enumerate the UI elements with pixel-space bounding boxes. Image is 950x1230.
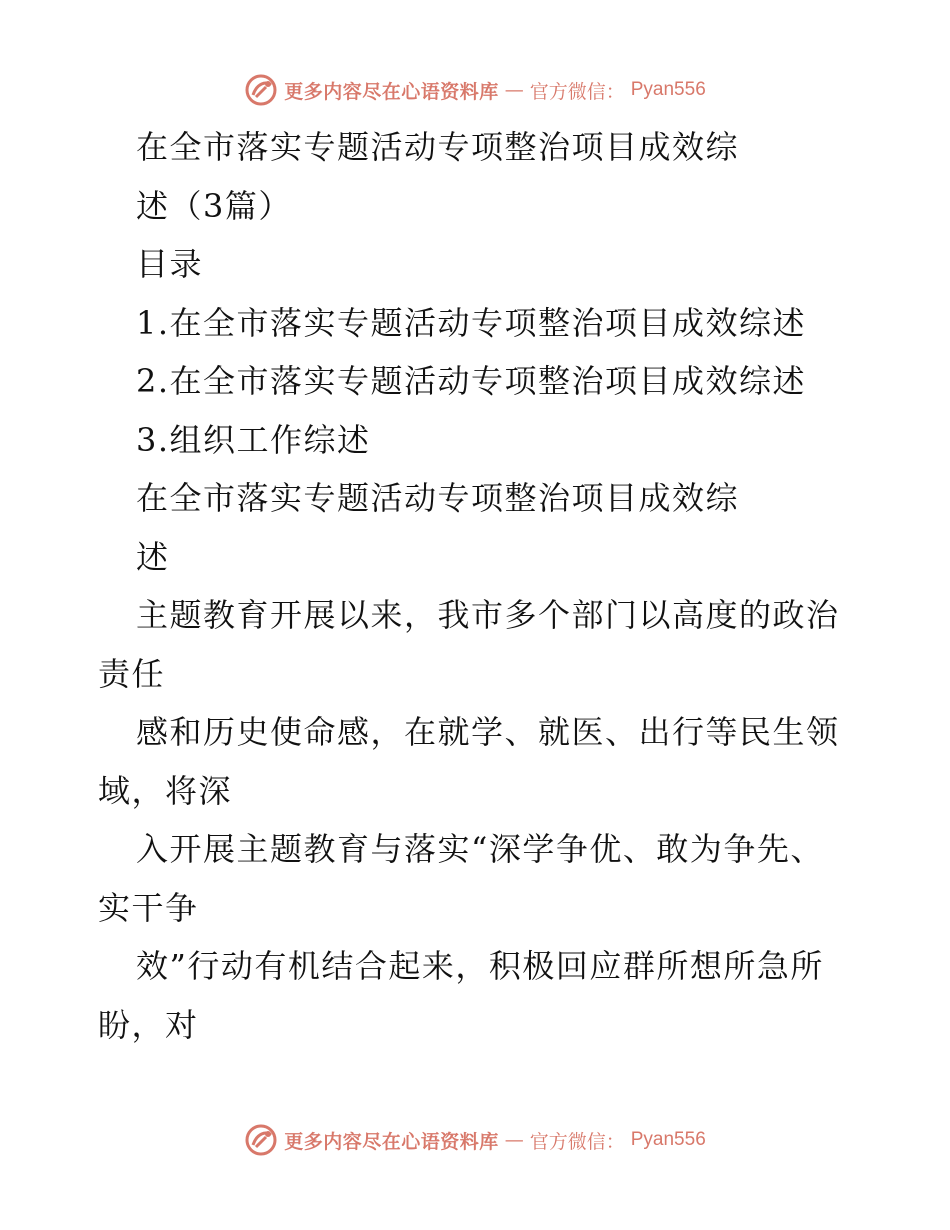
doc-title-line: 在全市落实专题活动专项整治项目成效综	[136, 128, 740, 166]
paragraph-line: 责任	[98, 654, 166, 693]
toc-item: 3.组织工作综述	[136, 420, 371, 459]
paragraph-line: 主题教育开展以来，我市多个部门以高度的政治	[136, 596, 840, 634]
toc-item: 1.在全市落实专题活动专项整治项目成效综述	[136, 303, 807, 342]
banner-sub-text: 官方微信：	[529, 80, 625, 103]
banner-dash: —	[504, 79, 524, 101]
brand-logo-icon	[244, 1123, 278, 1157]
paragraph-line: 入开展主题教育与落实“深学争优、敢为争先、	[136, 830, 824, 868]
banner-dash: —	[504, 1129, 524, 1151]
doc-title-line: 述（3篇）	[136, 186, 292, 225]
paragraph-line: 盼，对	[98, 1005, 199, 1044]
footer-watermark-banner	[0, 1120, 950, 1160]
paragraph-line: 效”行动有机结合起来，积极回应群所想所急所	[136, 947, 824, 985]
section-title-line: 述	[136, 537, 170, 576]
document-body	[98, 118, 868, 1054]
toc-item: 2.在全市落实专题活动专项整治项目成效综述	[136, 362, 807, 400]
paragraph-line: 实干争	[98, 888, 199, 927]
banner-main-text: 更多内容尽在心语资料库	[284, 1130, 499, 1153]
banner-sub-text: 官方微信：	[529, 1130, 625, 1153]
paragraph-line: 感和历史使命感，在就学、就医、出行等民生领	[136, 713, 840, 751]
banner-main-text: 更多内容尽在心语资料库	[284, 80, 499, 103]
section-title-line: 在全市落实专题活动专项整治项目成效综	[136, 479, 740, 517]
banner-wechat-id: Pyan556	[630, 1129, 706, 1150]
toc-heading: 目录	[136, 245, 204, 283]
paragraph-line: 域，将深	[98, 771, 233, 810]
banner-wechat-id: Pyan556	[630, 79, 706, 100]
header-watermark-banner	[0, 70, 950, 110]
brand-logo-icon	[244, 73, 278, 107]
